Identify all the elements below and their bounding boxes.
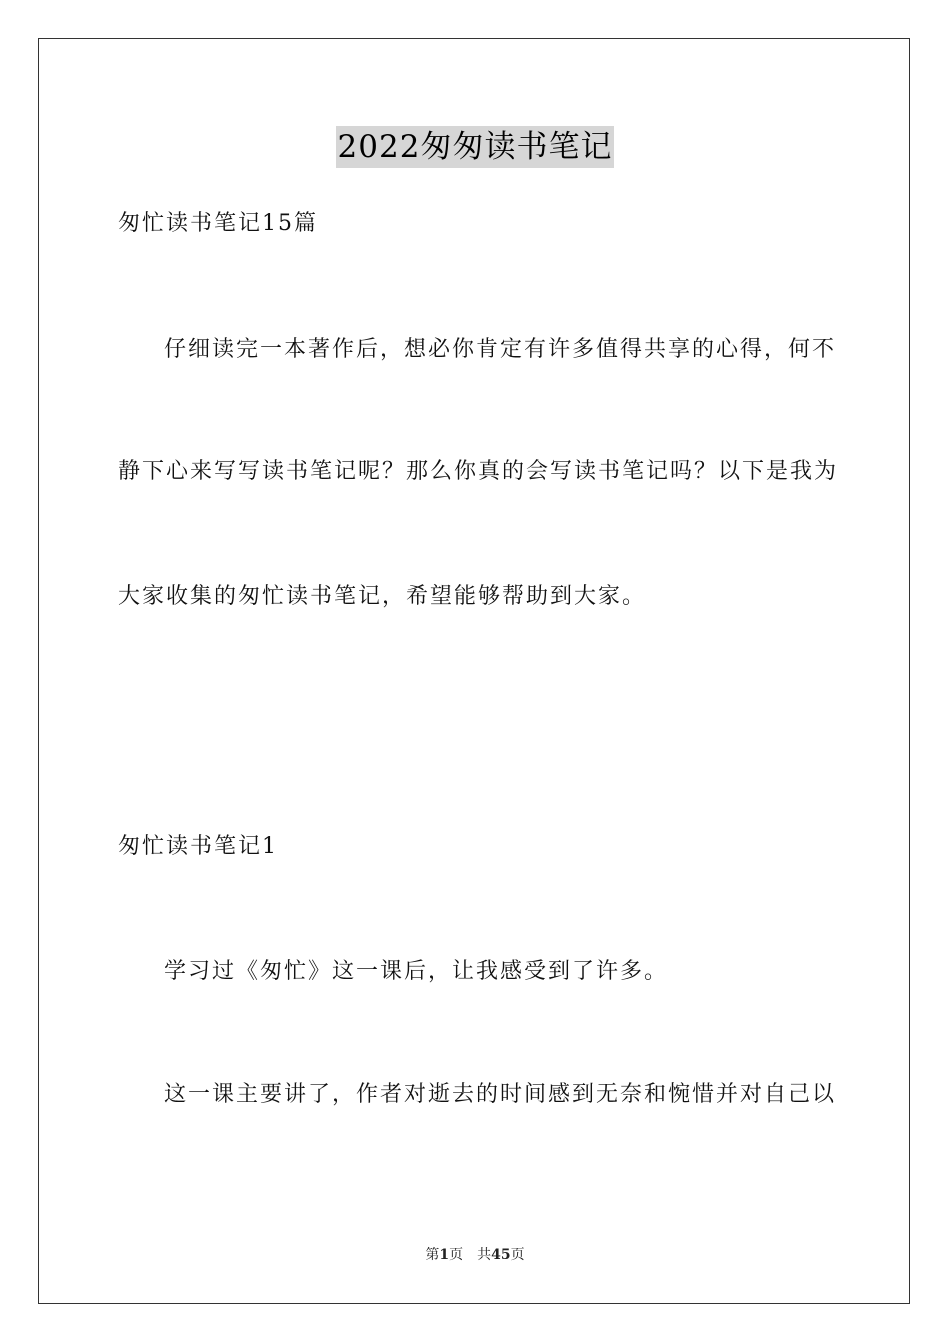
footer-total-prefix: 共 (477, 1247, 492, 1263)
footer-page-prefix: 第 (425, 1247, 440, 1263)
intro-line-1: 仔细读完一本著作后，想必你肯定有许多值得共享的心得，何不 (164, 337, 837, 362)
intro-line-2: 静下心来写写读书笔记呢？那么你真的会写读书笔记吗？以下是我为 (118, 459, 839, 484)
document-subtitle: 匆忙读书笔记15篇 (118, 211, 318, 236)
footer-total-pages: 45 (491, 1247, 511, 1263)
section-paragraph-1: 学习过《匆忙》这一课后，让我感受到了许多。 (164, 959, 669, 984)
section-heading: 匆忙读书笔记1 (118, 834, 278, 859)
footer-total-suffix: 页 (510, 1247, 525, 1263)
title-container (0, 126, 950, 168)
footer-page-suffix: 页 (449, 1247, 464, 1263)
section-paragraph-2: 这一课主要讲了，作者对逝去的时间感到无奈和惋惜并对自己以 (164, 1082, 837, 1107)
intro-line-3: 大家收集的匆忙读书笔记，希望能够帮助到大家。 (118, 584, 647, 609)
page-footer (0, 1245, 950, 1265)
document-title: 2022匆匆读书笔记 (336, 126, 615, 168)
footer-page-number: 1 (439, 1247, 450, 1263)
